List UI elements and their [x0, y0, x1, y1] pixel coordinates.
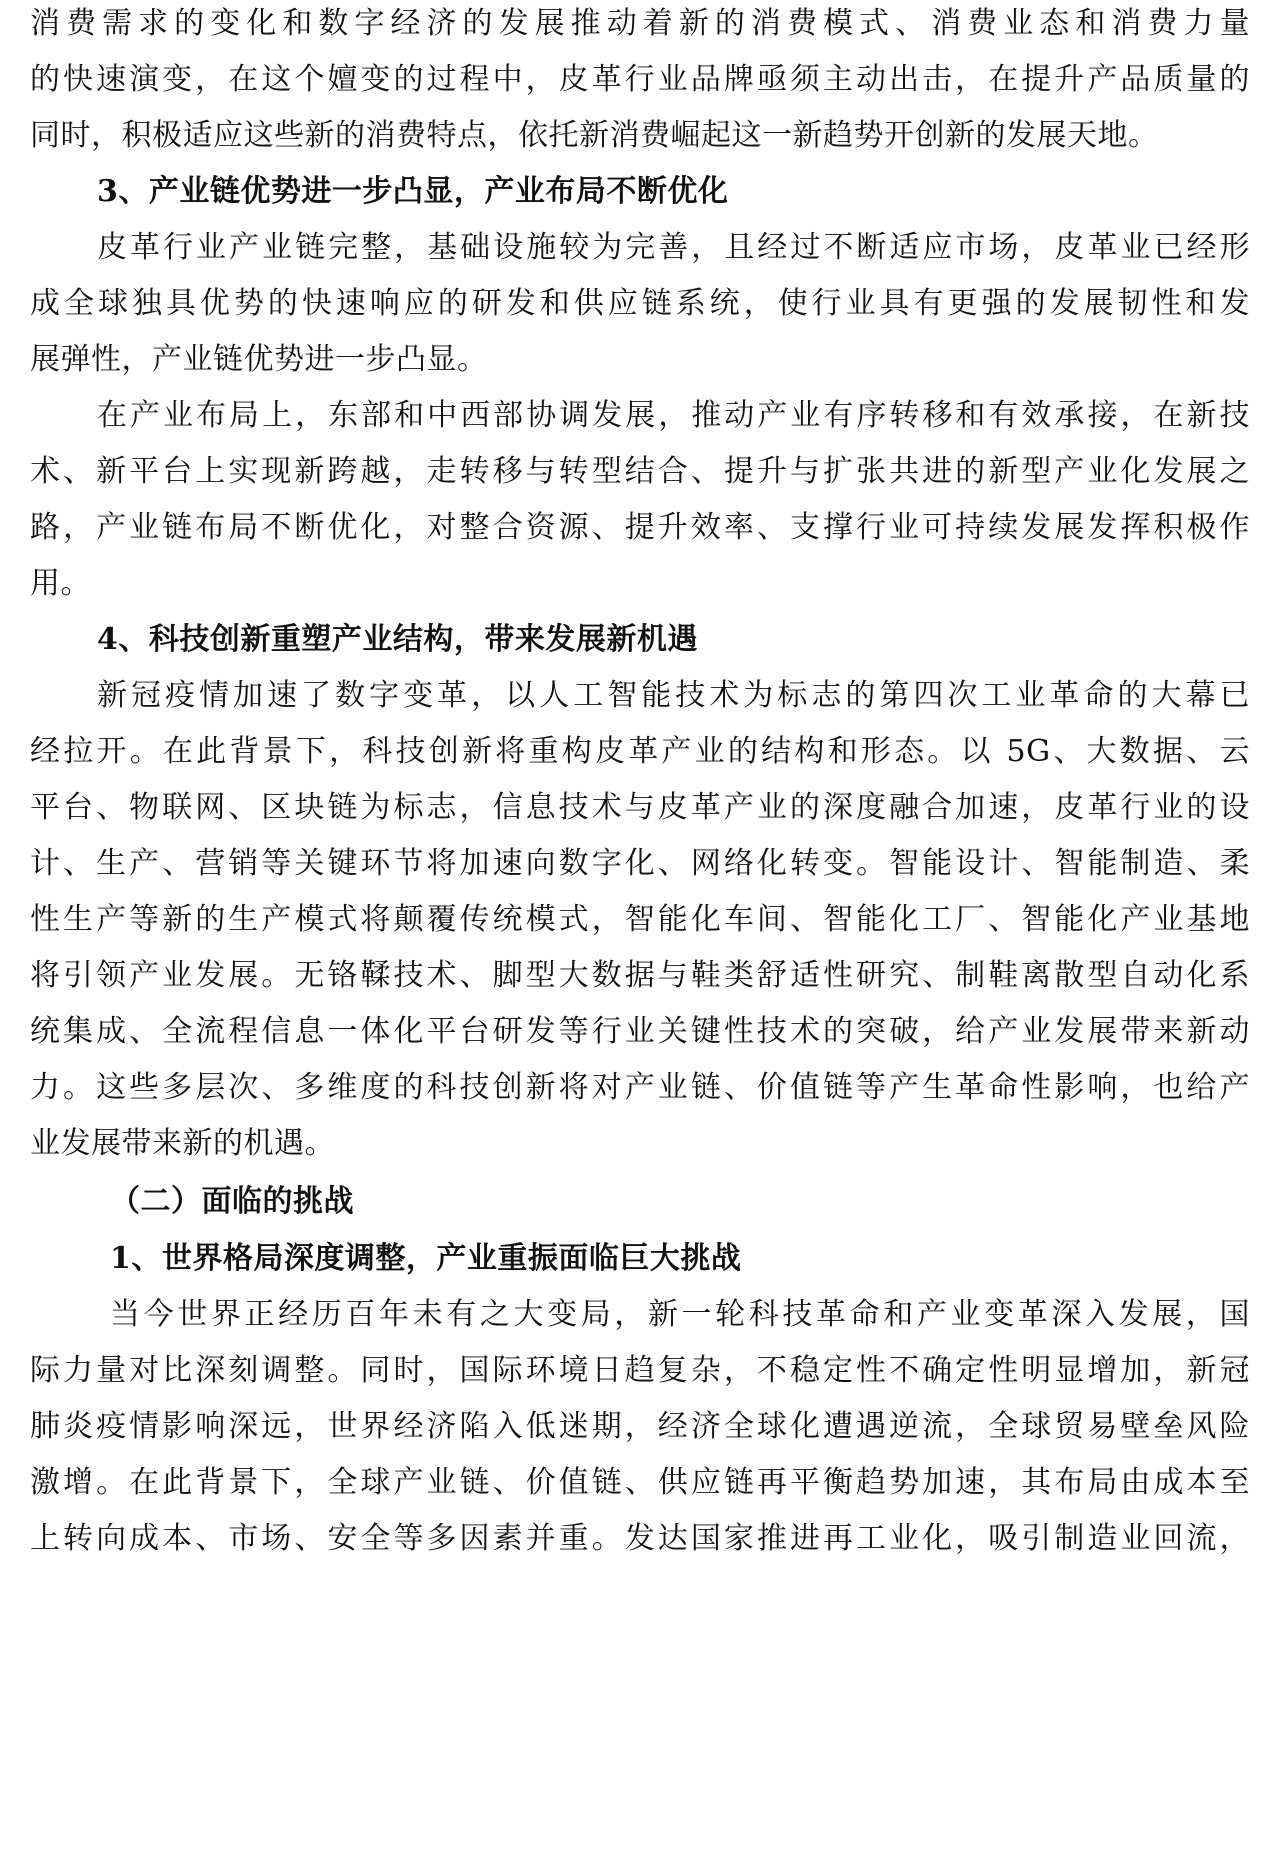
paragraph-line: 新冠疫情加速了数字变革，以人工智能技术为标志的第四次工业革命的大幕已 — [97, 678, 1250, 713]
paragraph-line: 统集成、全流程信息一体化平台研发等行业关键性技术的突破，给产业发展带来新动 — [30, 1014, 1250, 1049]
paragraph-line: 在产业布局上，东部和中西部协调发展，推动产业有序转移和有效承接，在新技 — [97, 398, 1250, 433]
paragraph-line: 性生产等新的生产模式将颠覆传统模式，智能化车间、智能化工厂、智能化产业基地 — [30, 902, 1250, 937]
paragraph-line: 术、新平台上实现新跨越，走转移与转型结合、提升与扩张共进的新型产业化发展之 — [30, 454, 1250, 489]
paragraph-line: 路，产业链布局不断优化，对整合资源、提升效率、支撑行业可持续发展发挥积极作 — [30, 510, 1250, 545]
paragraph-line: 展弹性，产业链优势进一步凸显。 — [30, 342, 488, 377]
paragraph-line: 际力量对比深刻调整。同时，国际环境日趋复杂，不稳定性不确定性明显增加，新冠 — [30, 1353, 1250, 1388]
paragraph-line: 上转向成本、市场、安全等多因素并重。发达国家推进再工业化，吸引制造业回流， — [30, 1521, 1250, 1556]
paragraph-line: 力。这些多层次、多维度的科技创新将对产业链、价值链等产生革命性影响，也给产 — [30, 1070, 1250, 1105]
section-heading: 1、世界格局深度调整，产业重振面临巨大挑战 — [110, 1241, 742, 1276]
paragraph-line: 成全球独具优势的快速响应的研发和供应链系统，使行业具有更强的发展韧性和发 — [30, 286, 1250, 321]
paragraph-line: 经拉开。在此背景下，科技创新将重构皮革产业的结构和形态。以 5G、大数据、云 — [30, 734, 1250, 769]
paragraph-line: 消费需求的变化和数字经济的发展推动着新的消费模式、消费业态和消费力量 — [30, 6, 1250, 41]
paragraph-line: 计、生产、营销等关键环节将加速向数字化、网络化转变。智能设计、智能制造、柔 — [30, 846, 1250, 881]
paragraph-line: 同时，积极适应这些新的消费特点，依托新消费崛起这一新趋势开创新的发展天地。 — [30, 118, 1159, 153]
section-heading: 4、科技创新重塑产业结构，带来发展新机遇 — [97, 622, 698, 657]
paragraph-line: 肺炎疫情影响深远，世界经济陷入低迷期，经济全球化遭遇逆流，全球贸易壁垒风险 — [30, 1409, 1250, 1444]
paragraph-line: 平台、物联网、区块链为标志，信息技术与皮革产业的深度融合加速，皮革行业的设 — [30, 790, 1250, 825]
paragraph-line: 皮革行业产业链完整，基础设施较为完善，且经过不断适应市场，皮革业已经形 — [97, 230, 1250, 265]
chapter-heading: （二）面临的挑战 — [110, 1184, 354, 1219]
paragraph-line: 将引领产业发展。无铬鞣技术、脚型大数据与鞋类舒适性研究、制鞋离散型自动化系 — [30, 958, 1250, 993]
paragraph-line: 的快速演变，在这个嬗变的过程中，皮革行业品牌亟须主动出击，在提升产品质量的 — [30, 62, 1250, 97]
paragraph-line: 激增。在此背景下，全球产业链、价值链、供应链再平衡趋势加速，其布局由成本至 — [30, 1465, 1250, 1500]
paragraph-line: 业发展带来新的机遇。 — [30, 1126, 335, 1161]
paragraph-line: 当今世界正经历百年未有之大变局，新一轮科技革命和产业变革深入发展，国 — [110, 1297, 1250, 1332]
paragraph-line: 用。 — [30, 566, 91, 601]
section-heading: 3、产业链优势进一步凸显，产业布局不断优化 — [97, 174, 729, 209]
